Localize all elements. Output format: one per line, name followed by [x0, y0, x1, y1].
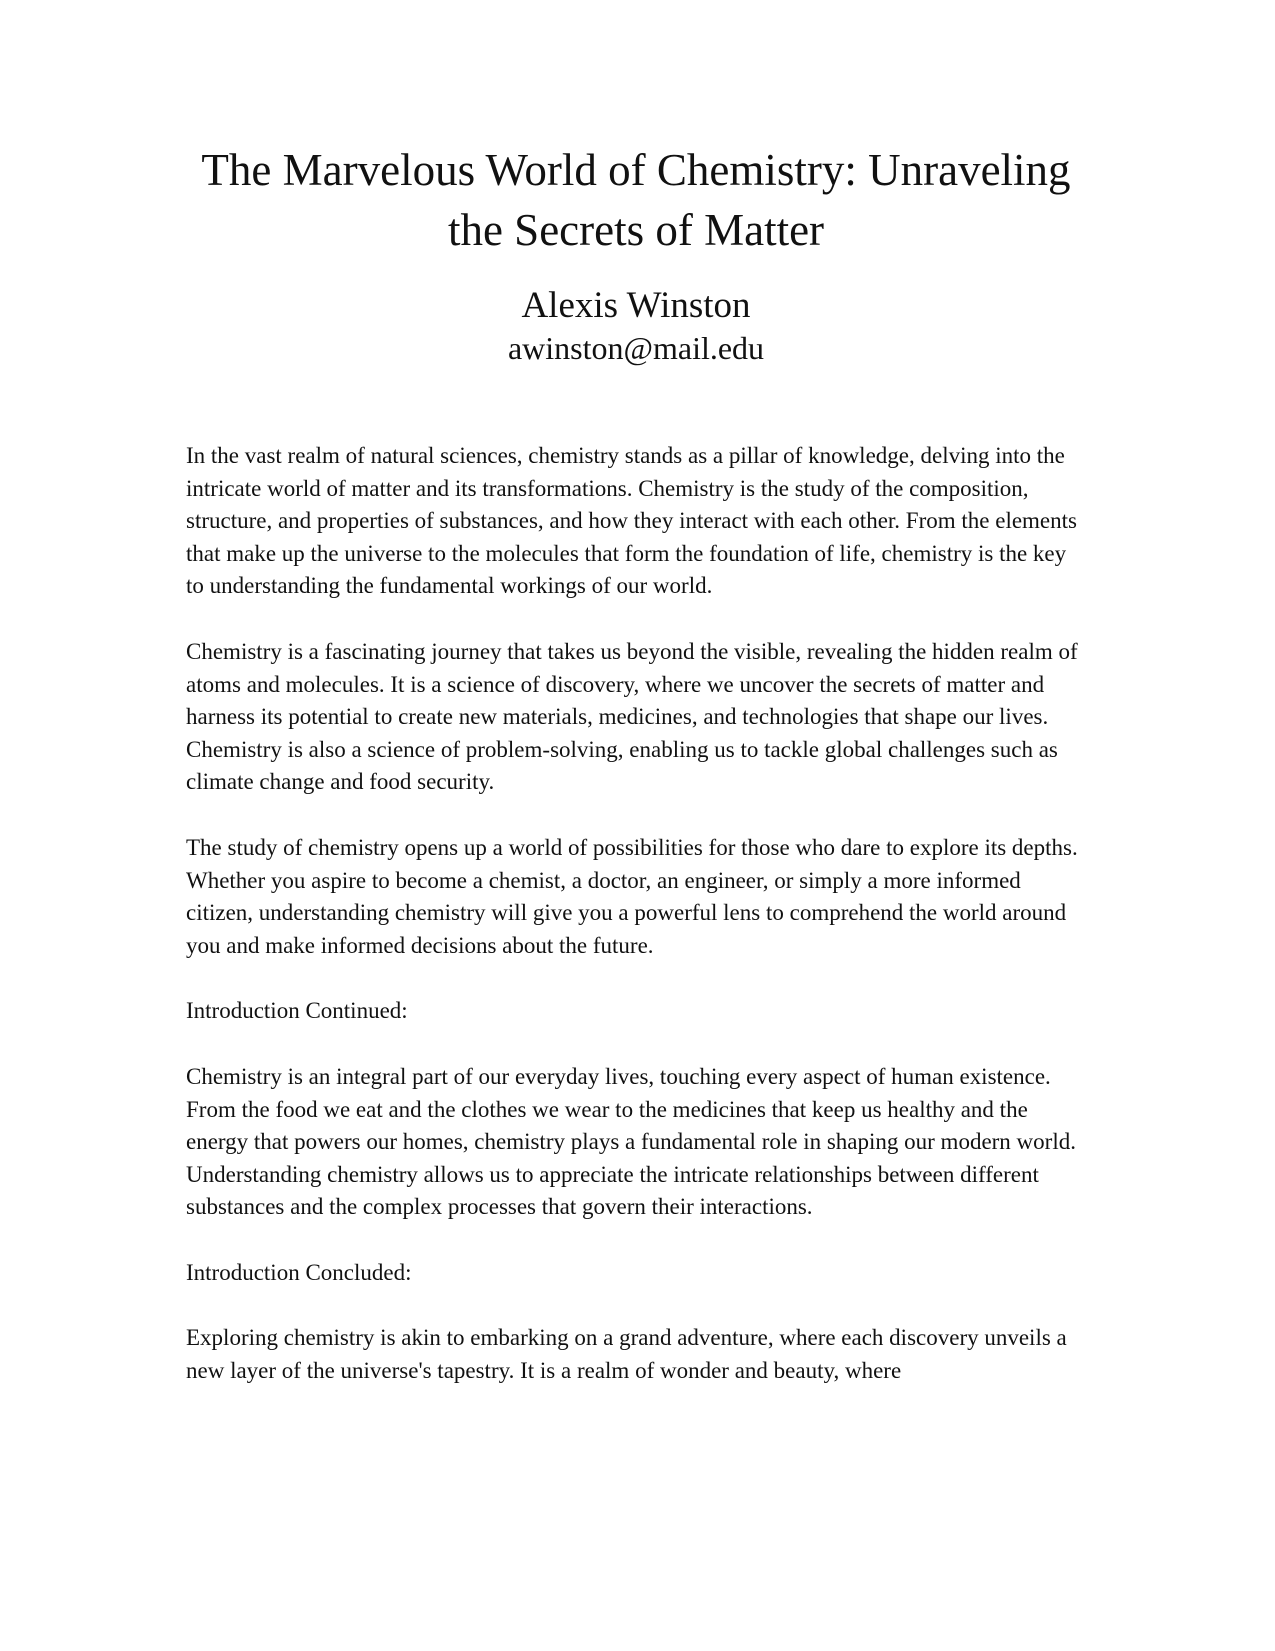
paragraph-4: Chemistry is an integral part of our everyday lives, touching every aspect of human existence. From the food we eat and the clothes we wear to the medicines that keep us healthy and the energy that powers our homes, chemistry plays a fundamental role in shaping our modern world. Understanding chemistry allows us to appreciate the intricate relationships between different substances and the complex processes that govern their interactions. [186, 1063, 1076, 1220]
paragraph-3: The study of chemistry opens up a world of possibilities for those who dare to explore its depths. Whether you aspire to become a chemist, a doctor, an engineer, or simply a more informed citizen, understanding chemistry will give you a powerful lens to comprehend the world around you and make informed decisions about the future. [186, 834, 1078, 958]
paragraph-2: Chemistry is a fascinating journey that takes us beyond the visible, revealing the hidden realm of atoms and molecules. It is a science of discovery, where we uncover the secrets of matter and harness its potential to create new materials, medicines, and technologies that shape our lives. Chemistry is also a science of problem-solving, enabling us to tackle global challenges such as climate change and food security. [186, 638, 1078, 795]
section-heading-continued: Introduction Continued: [186, 998, 408, 1024]
document-body [186, 440, 1086, 1388]
section-heading-concluded: Introduction Concluded: [186, 1259, 412, 1285]
document-page [186, 140, 1086, 1421]
author-email: awinston@mail.edu [507, 330, 765, 366]
author-name: Alexis Winston [521, 285, 751, 326]
paragraph-1: In the vast realm of natural sciences, chemistry stands as a pillar of knowledge, delving into the intricate world of matter and its transformations. Chemistry is the study of the composition, structure, and properties of substances, and how they interact with each other. From the elements that make up the universe to the molecules that form the foundation of life, chemistry is the key to understanding the fundamental workings of our world. [186, 443, 1077, 599]
paragraph-5: Exploring chemistry is akin to embarking on a grand adventure, where each discovery unveils a new layer of the universe's tapestry. It is a realm of wonder and beauty, where [186, 1325, 1067, 1384]
document-title: The Marvelous World of Chemistry: Unraveling the Secrets of Matter [201, 145, 1071, 255]
